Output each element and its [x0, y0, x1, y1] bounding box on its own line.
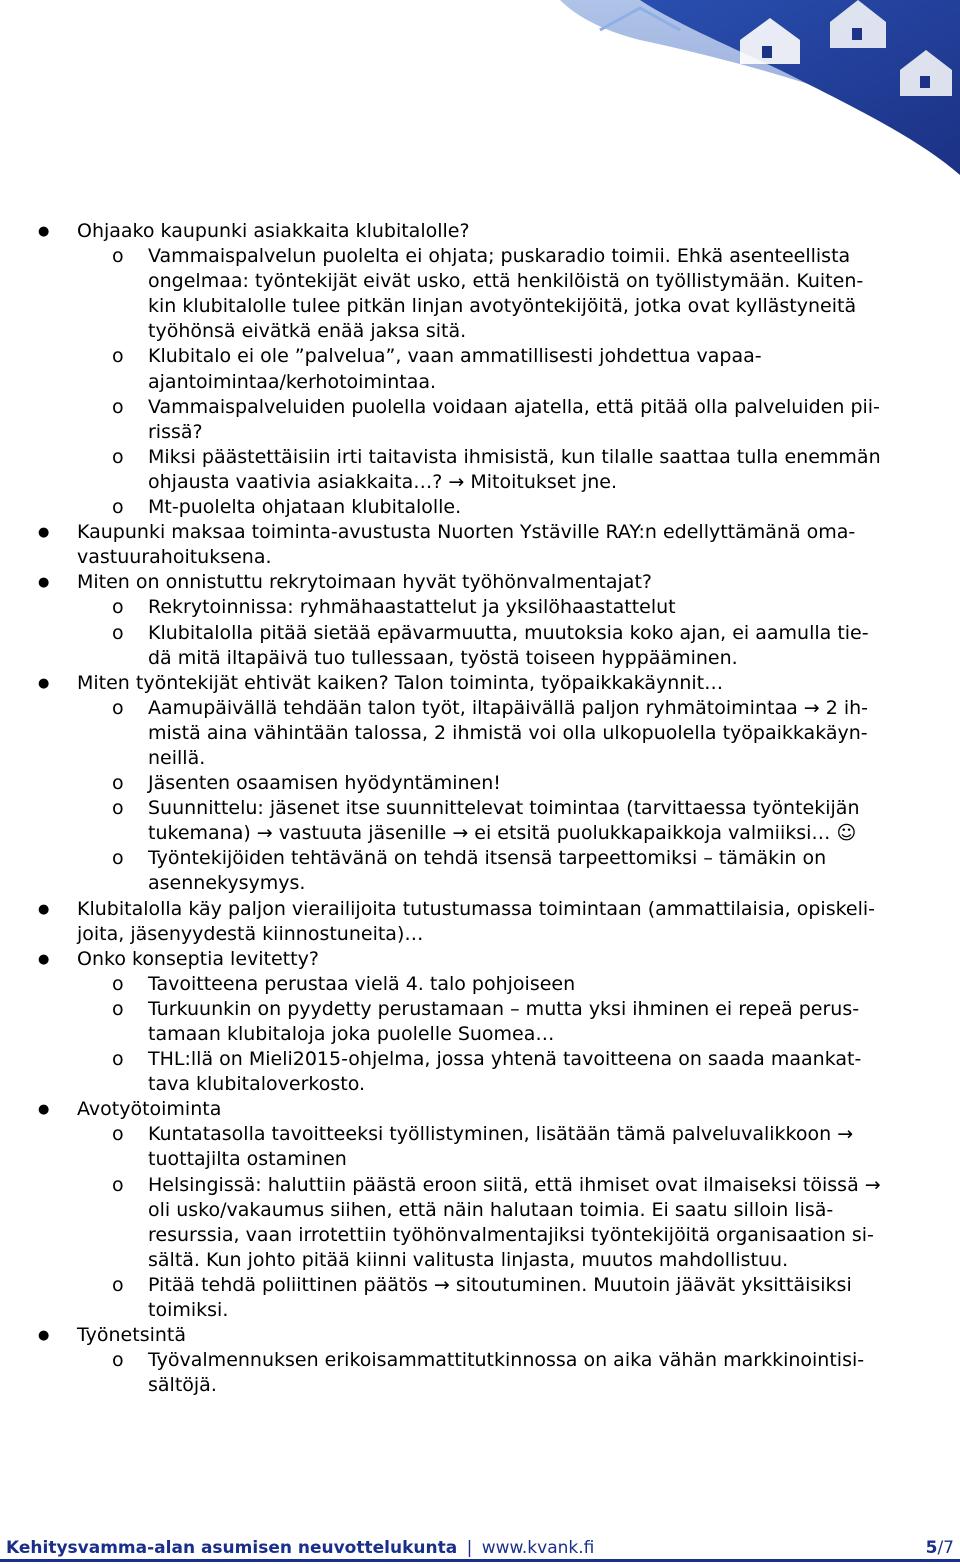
item-text: Avotyötoiminta	[77, 1098, 222, 1121]
item-text: Klubitalo ei ole ”palvelua”, vaan ammatillisesti johdettua vapaa- ajantoimintaa/kerhotoimintaa.	[148, 345, 762, 393]
bullet-circle-icon: o	[112, 596, 124, 619]
bullet-circle-icon: o	[112, 696, 124, 719]
bullet-dot-icon: ●	[38, 525, 50, 541]
item-text: Rekrytoinnissa: ryhmähaastattelut ja yksilöhaastattelut	[148, 596, 676, 619]
bullet-dot-icon: ●	[38, 675, 50, 691]
item-text: Miksi päästettäisiin irti taitavista ihmisistä, kun tilalle saattaa tulla enemmän ohjausta vaativia asiakkaita…? → Mitoitukset jne.	[148, 445, 881, 493]
page-number	[926, 1537, 954, 1559]
item-text: Mt-puolelta ohjataan klubitalolle.	[148, 496, 462, 519]
bullet-circle-icon: o	[112, 345, 124, 368]
bullet-circle-icon: o	[112, 395, 124, 418]
list-item	[0, 897, 960, 947]
bullet-circle-icon: o	[112, 445, 124, 468]
bullet-circle-icon: o	[112, 847, 124, 870]
bullet-circle-icon: o	[112, 1349, 124, 1372]
list-item	[0, 947, 960, 972]
item-text: Suunnittelu: jäsenet itse suunnittelevat toimintaa (tarvittaessa työntekijän tukemana) → vastuuta jäsenille → ei etsitä puolukkapaikkoja valmiiksi… ☺	[148, 797, 860, 845]
sub-list-item	[0, 495, 960, 520]
sub-list-item	[0, 621, 960, 671]
page-current: 5	[925, 1538, 938, 1558]
item-text: Tavoitteena perustaa vielä 4. talo pohjoiseen	[148, 972, 576, 995]
sub-list-item	[0, 445, 960, 495]
item-text: Vammaispalvelun puolelta ei ohjata; puskaradio toimii. Ehkä asenteellista ongelmaa: työntekijät eivät usko, että henkilöistä on työllistymään. Kuiten- kin klubitalolle tulee pitkän linjan avotyöntekijöitä, jotka ovat kyllästyneitä työhönsä eivätkä enää jaksa sitä.	[148, 245, 864, 343]
item-text: Onko konseptia levitetty?	[77, 947, 319, 970]
item-text: THL:llä on Mieli2015-ohjelma, jossa yhtenä tavoitteena on saada maankat- tava klubitaloverkosto.	[148, 1048, 862, 1096]
list-item	[0, 570, 960, 595]
list-item	[0, 520, 960, 570]
sub-list-item	[0, 846, 960, 896]
header-house-graphic	[0, 0, 960, 190]
sub-list-item	[0, 997, 960, 1047]
sub-list-item	[0, 1047, 960, 1097]
item-text: Miten on onnistuttu rekrytoimaan hyvät työhönvalmentajat?	[77, 571, 652, 594]
sub-list-item	[0, 344, 960, 394]
sub-list-item	[0, 771, 960, 796]
bullet-circle-icon: o	[112, 245, 124, 268]
footer-url[interactable]: www.kvank.fi	[481, 1538, 595, 1558]
bullet-circle-icon: o	[112, 1273, 124, 1296]
sub-list-item	[0, 244, 960, 344]
page-footer	[6, 1537, 954, 1559]
sub-list-item	[0, 1273, 960, 1323]
bullet-circle-icon: o	[112, 496, 124, 519]
item-text: Vammaispalveluiden puolella voidaan ajatella, että pitää olla palveluiden pii- rissä?	[148, 395, 880, 443]
footer-rule	[0, 1559, 960, 1562]
sub-list-item	[0, 595, 960, 620]
item-text: Pitää tehdä poliittinen päätös → sitoutuminen. Muutoin jäävät yksittäisiksi toimiksi.	[148, 1273, 852, 1322]
item-text: Kuntatasolla tavoitteeksi työllistyminen, lisätään tämä palveluvalikkoon → tuottajilta ostaminen	[148, 1123, 854, 1171]
bullet-circle-icon: o	[112, 1173, 124, 1196]
bullet-circle-icon: o	[112, 997, 124, 1020]
bullet-circle-icon: o	[112, 1048, 124, 1071]
bullet-circle-icon: o	[112, 621, 124, 644]
item-text: Työvalmennuksen erikoisammattitutkinnossa on aika vähän markkinointisi- sältöjä.	[148, 1349, 865, 1397]
footer-separator: |	[466, 1538, 473, 1558]
item-text: Jäsenten osaamisen hyödyntäminen!	[148, 772, 501, 795]
item-text: Aamupäivällä tehdään talon työt, iltapäivällä paljon ryhmätoimintaa → 2 ih- mistä aina vähintään talossa, 2 ihmistä voi olla ulkopuolella työpaikkakäyn- neillä.	[148, 696, 869, 769]
bullet-dot-icon: ●	[38, 575, 50, 591]
sub-list-item	[0, 796, 960, 846]
list-item	[0, 1097, 960, 1122]
item-text: Klubitalolla pitää sietää epävarmuutta, muutoksia koko ajan, ei aamulla tie- dä mitä iltapäivä tuo tullessaan, työstä toiseen hyppääminen.	[148, 621, 869, 669]
page-total: /7	[937, 1538, 954, 1558]
bullet-circle-icon: o	[112, 797, 124, 820]
list-item	[0, 671, 960, 696]
footer-organization: Kehitysvamma-alan asumisen neuvottelukunta	[6, 1538, 458, 1558]
document-body	[0, 219, 960, 1398]
list-item	[0, 219, 960, 244]
item-text: Turkuunkin on pyydetty perustamaan – mutta yksi ihminen ei repeä perus- tamaan klubitaloja joka puolelle Suomea…	[148, 997, 860, 1045]
bullet-dot-icon: ●	[38, 951, 50, 967]
sub-list-item	[0, 1348, 960, 1398]
bullet-dot-icon: ●	[38, 224, 50, 239]
list-item	[0, 1323, 960, 1348]
bullet-circle-icon: o	[112, 1123, 124, 1146]
sub-list-item	[0, 696, 960, 771]
bullet-dot-icon: ●	[38, 901, 50, 917]
item-text: Miten työntekijät ehtivät kaiken? Talon toiminta, työpaikkakäynnit…	[77, 671, 724, 694]
item-text: Kaupunki maksaa toiminta-avustusta Nuorten Ystäville RAY:n edellyttämänä oma- vastuurahoituksena.	[77, 521, 856, 569]
item-text: Työnetsintä	[77, 1324, 187, 1347]
bullet-dot-icon: ●	[38, 1102, 50, 1118]
sub-list-item	[0, 395, 960, 445]
item-text: Ohjaako kaupunki asiakkaita klubitalolle?	[77, 220, 470, 242]
item-text: Klubitalolla käy paljon vierailijoita tutustumassa toimintaan (ammattilaisia, opiskeli- joita, jäsenyydestä kiinnostuneita)…	[77, 897, 876, 945]
item-text: Helsingissä: haluttiin päästä eroon siitä, että ihmiset ovat ilmaiseksi töissä → oli usko/vakaumus siihen, että näin halutaan toimia. Ei saatu silloin lisä- resurssia, vaan irrotettiin työhönvalmentajiksi työntekijöitä organisaation si- sältä. Kun johto pitää kiinni valitusta linjasta, muutos mahdollistuu.	[148, 1173, 881, 1271]
sub-list-item	[0, 1173, 960, 1273]
item-text: Työntekijöiden tehtävänä on tehdä itsensä tarpeettomiksi – tämäkin on asennekysymys.	[148, 847, 827, 895]
sub-list-item	[0, 1122, 960, 1172]
bullet-circle-icon: o	[112, 972, 124, 995]
bullet-circle-icon: o	[112, 772, 124, 795]
sub-list-item	[0, 972, 960, 997]
bullet-dot-icon: ●	[38, 1328, 50, 1344]
